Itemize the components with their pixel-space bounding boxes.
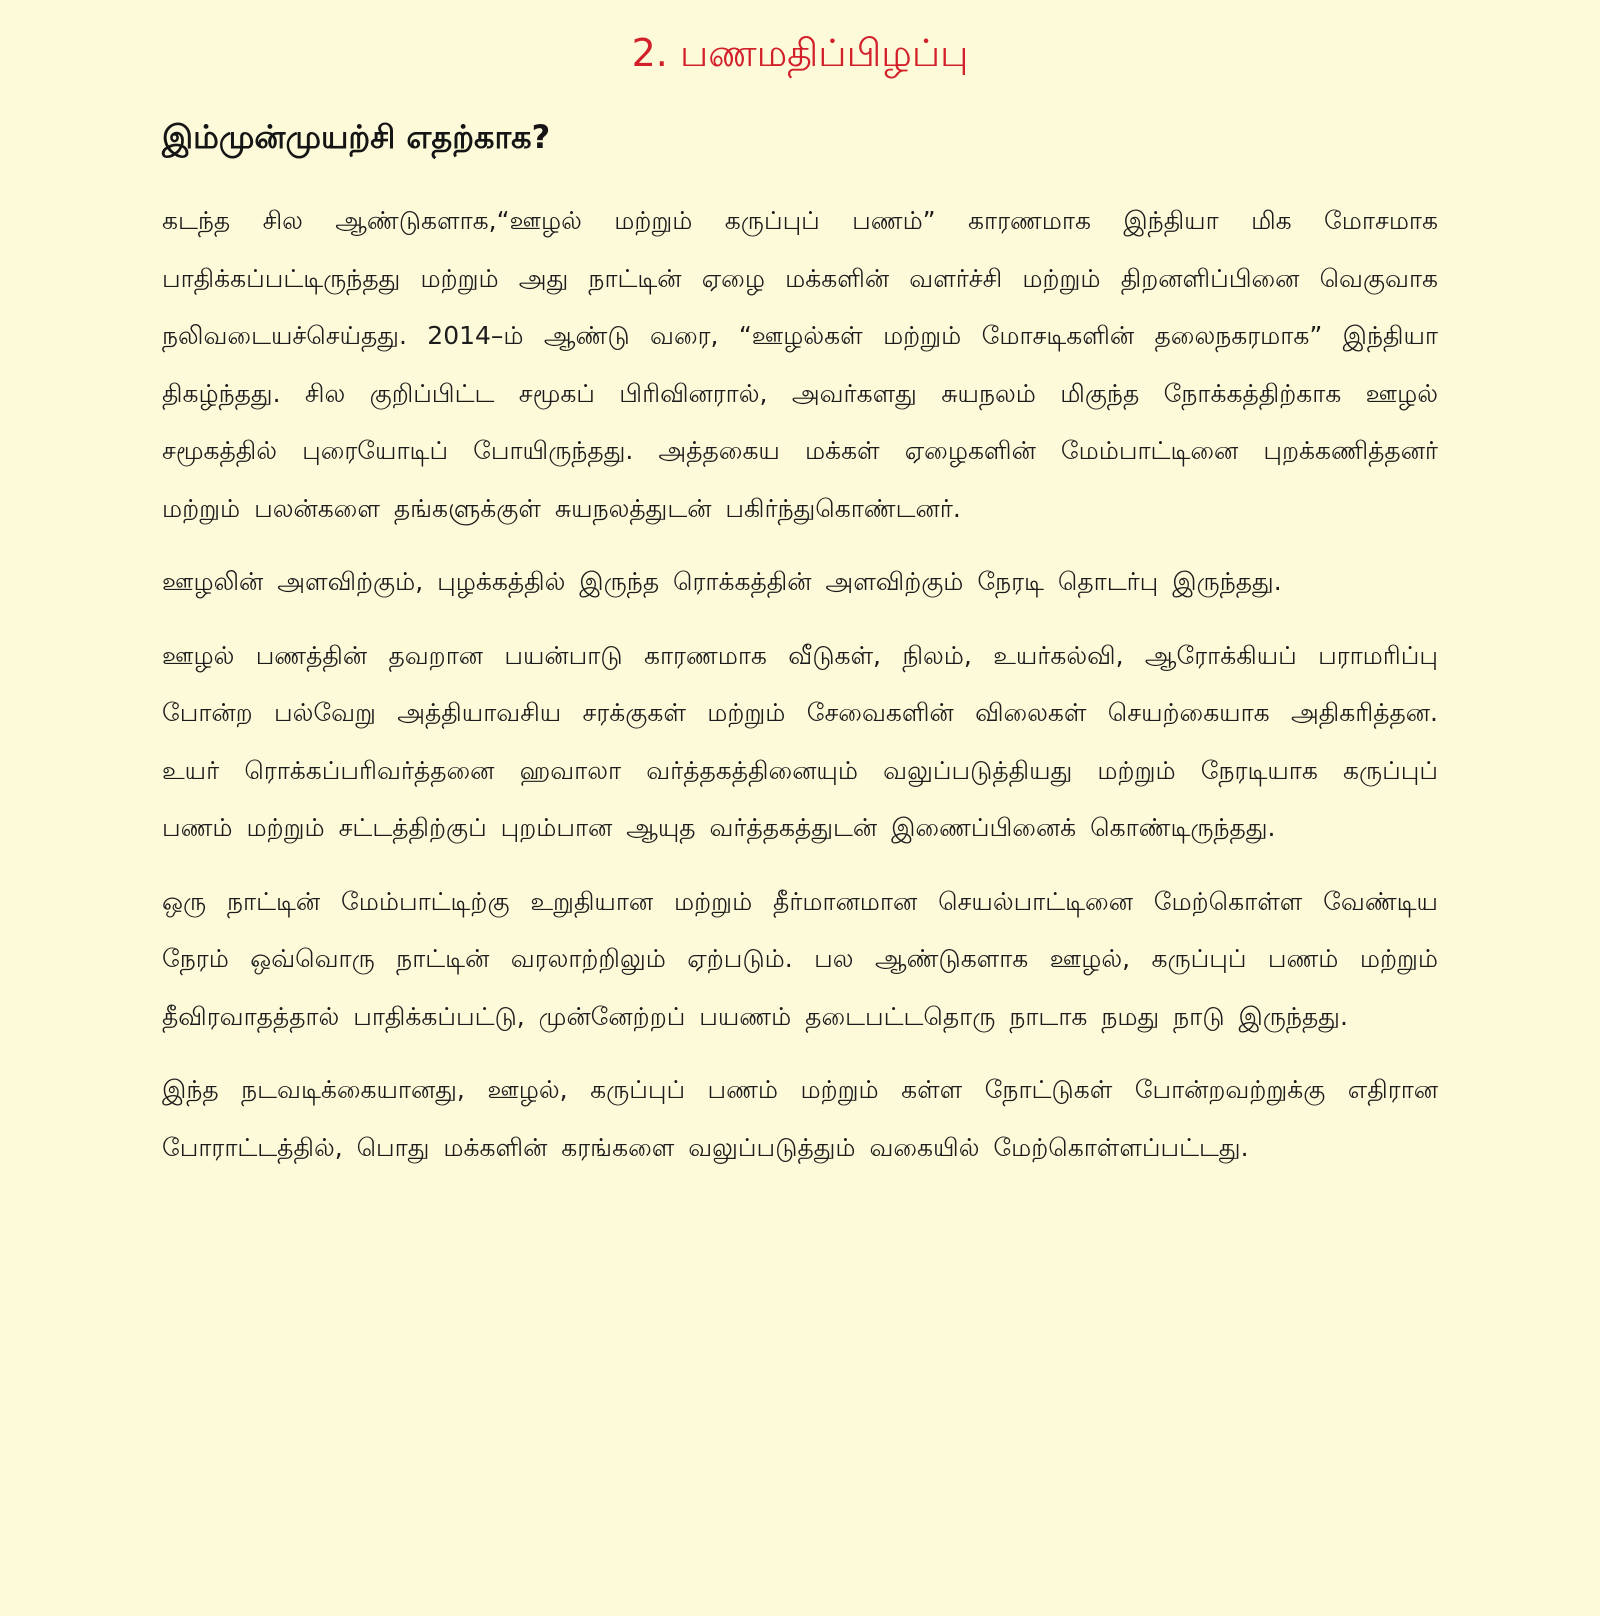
paragraph-1: கடந்த சில ஆண்டுகளாக,“ஊழல் மற்றும் கருப்புப் பணம்” காரணமாக இந்தியா மிக மோசமாக பாதிக்கப்பட்டிருந்தது மற்றும் அது நாட்டின் ஏழை மக்களின் வளர்ச்சி மற்றும் திறனளிப்பினை வெகுவாக நலிவடையச்செய்தது. 2014–ம் ஆண்டு வரை, “ஊழல்கள் மற்றும் மோசடிகளின் தலைநகரமாக” இந்தியா திகழ்ந்தது. சில குறிப்பிட்ட சமூகப் பிரிவினரால், அவர்களது சுயநலம் மிகுந்த நோக்கத்திற்காக ஊழல் சமூகத்தில் புரையோடிப் போயிருந்தது. அத்தகைய மக்கள் ஏழைகளின் மேம்பாட்டினை புறக்கணித்தனர் மற்றும் பலன்களை தங்களுக்குள் சுயநலத்துடன் பகிர்ந்துகொண்டனர். [162,206,1438,523]
paragraph-3: ஊழல் பணத்தின் தவறான பயன்பாடு காரணமாக வீடுகள், நிலம், உயர்கல்வி, ஆரோக்கியப் பராமரிப்பு போன்ற பல்வேறு அத்தியாவசிய சரக்குகள் மற்றும் சேவைகளின் விலைகள் செயற்கையாக அதிகரித்தன. உயர் ரொக்கப்பரிவர்த்தனை ஹவாலா வர்த்தகத்தினையும் வலுப்படுத்தியது மற்றும் நேரடியாக கருப்புப் பணம் மற்றும் சட்டத்திற்குப் புறம்பான ஆயுத வர்த்தகத்துடன் இணைப்பினைக் கொண்டிருந்தது. [162,640,1438,842]
document-page [162,0,1438,1616]
section-heading: இம்முன்முயற்சி எதற்காக? [162,118,551,156]
paragraph-2: ஊழலின் அளவிற்கும், புழக்கத்தில் இருந்த ரொக்கத்தின் அளவிற்கும் நேரடி தொடர்பு இருந்தது. [162,567,1282,596]
paragraph-4: ஒரு நாட்டின் மேம்பாட்டிற்கு உறுதியான மற்றும் தீர்மானமான செயல்பாட்டினை மேற்கொள்ள வேண்டிய நேரம் ஒவ்வொரு நாட்டின் வரலாற்றிலும் ஏற்படும். பல ஆண்டுகளாக ஊழல், கருப்புப் பணம் மற்றும் தீவிரவாதத்தால் பாதிக்கப்பட்டு, முன்னேற்றப் பயணம் தடைபட்டதொரு நாடாக நமது நாடு இருந்தது. [162,886,1438,1031]
paragraph-5: இந்த நடவடிக்கையானது, ஊழல், கருப்புப் பணம் மற்றும் கள்ள நோட்டுகள் போன்றவற்றுக்கு எதிரான போராட்டத்தில், பொது மக்களின் கரங்களை வலுப்படுத்தும் வகையில் மேற்கொள்ளப்பட்டது. [162,1075,1438,1162]
document-body [162,192,1438,1602]
page-title: 2. பணமதிப்பிழப்பு [631,31,969,75]
